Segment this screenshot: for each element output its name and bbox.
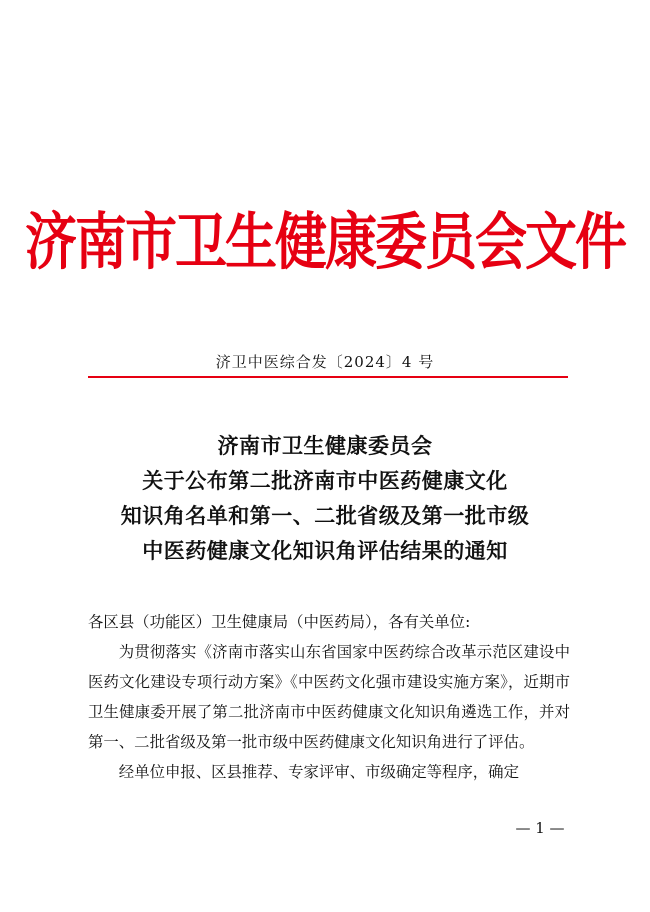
body-paragraph-1: 为贯彻落实《济南市落实山东省国家中医药综合改革示范区建设中医药文化建设专项行动方案》《中医药文化强市建设实施方案》，近期市卫生健康委开展了第二批济南市中医药健康文化知识角遴选工作，并对第一、二批省级及第一批市级中医药健康文化知识角进行了评估。 xyxy=(88,643,570,751)
notice-title xyxy=(0,428,650,568)
document-header-title: 济南市卫生健康委员会文件 xyxy=(24,206,625,279)
salutation: 各区县（功能区）卫生健康局（中医药局），各有关单位: xyxy=(88,613,471,631)
notice-title-line-1: 济南市卫生健康委员会 xyxy=(217,433,433,458)
notice-title-line-2: 关于公布第二批济南市中医药健康文化 xyxy=(142,468,508,493)
notice-title-line-3: 知识角名单和第一、二批省级及第一批市级 xyxy=(120,503,530,528)
page-number: — 1 — xyxy=(515,819,565,837)
body-paragraph-2: 经单位申报、区县推荐、专家评审、市级确定等程序，确定 xyxy=(118,763,519,781)
document-number: 济卫中医综合发〔2024〕4 号 xyxy=(215,353,435,371)
red-divider-line xyxy=(88,376,568,378)
notice-title-line-4: 中医药健康文化知识角评估结果的通知 xyxy=(142,538,508,563)
document-body xyxy=(88,607,570,787)
